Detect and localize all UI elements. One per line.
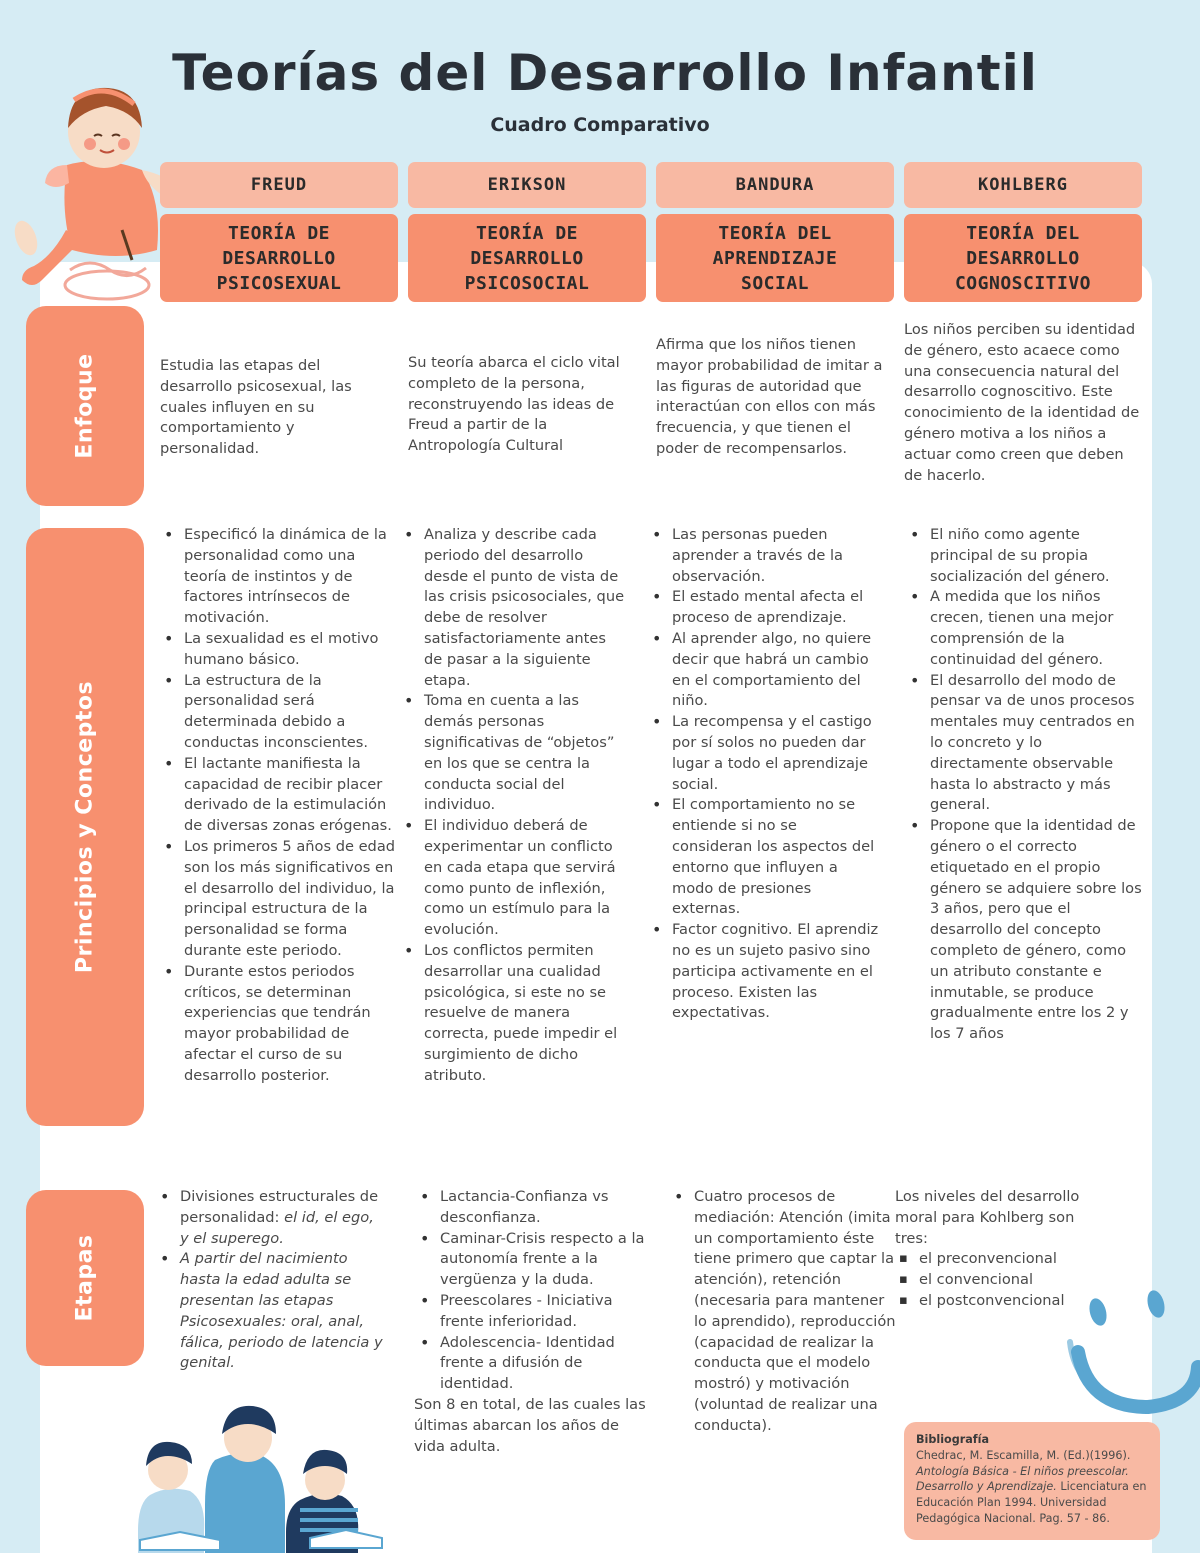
etapas-erikson	[416, 1187, 646, 1457]
theory-line: DESARROLLO	[470, 247, 584, 269]
bibliography-title: Antología Básica - El niños preescolar. Desarrollo y Aprendizaje.	[916, 1464, 1129, 1494]
bibliography-heading: Bibliografía	[916, 1433, 990, 1446]
list-item: ▪ el preconvencional	[895, 1249, 1105, 1270]
list-item: • El lactante manifiesta la capacidad de recibir placer derivado de la estimulación de diversas zonas erógenas.	[160, 754, 400, 837]
theory-line: PSICOSOCIAL	[464, 272, 590, 294]
principios-erikson	[400, 525, 628, 1087]
bibliography-details: Licenciatura en Educación Plan 1994. Universidad Pedagógica Nacional. Pag. 57 - 86.	[916, 1480, 1147, 1525]
enfoque-bandura: Afirma que los niños tienen mayor probabilidad de imitar a las figuras de autoridad que interactúan con ellos con más frecuencia, y que tienen el poder de recompensarlos.	[656, 336, 883, 457]
etapas-kohlberg-intro: Los niveles del desarrollo moral para Kohlberg son tres:	[895, 1188, 1080, 1247]
column-header-bandura: BANDURA	[656, 162, 894, 208]
theory-line: COGNOSCITIVO	[954, 272, 1092, 294]
row-label-text: Enfoque	[72, 353, 98, 459]
list-item: • A medida que los niños crecen, tienen una mejor comprensión de la continuidad del género.	[906, 587, 1142, 670]
theory-line: TEORÍA DEL	[966, 222, 1080, 244]
list-item: • Cuatro procesos de mediación: Atención (imita un comportamiento éste tiene primero que captar la atención), retención (necesaria para mantener lo aprendido), reproducción (capacidad de realizar la conducta que el modelo mostró) y motivación (voluntad de realizar una conducta).	[670, 1187, 900, 1437]
list-item: • Toma en cuenta a las demás personas significativas de “objetos” en los que se centra la conducta social del individuo.	[400, 691, 628, 816]
etapas-freud	[156, 1187, 386, 1374]
enfoque-kohlberg: Los niños perciben su identidad de género, esto acaece como una consecuencia natural del desarrollo cognoscitivo. Este conocimiento de la identidad de género motiva a los niños a actuar como creen que deben de hacerlo.	[904, 321, 1140, 484]
row-label-etapas	[26, 1190, 144, 1366]
enfoque-freud: Estudia las etapas del desarrollo psicosexual, las cuales influyen en su comportamiento y personalidad.	[160, 357, 352, 458]
bibliography-authors: Chedrac, M. Escamilla, M. (Ed.)(1996).	[916, 1448, 1131, 1462]
enfoque-erikson: Su teoría abarca el ciclo vital completo de la persona, reconstruyendo las ideas de Freud a partir de la Antropología Cultural	[408, 354, 620, 455]
column-header-kohlberg: KOHLBERG	[904, 162, 1142, 208]
list-item: • Propone que la identidad de género o el correcto etiquetado en el propio género se adquiere sobre los 3 años, pero que el desarrollo del concepto completo de género, como un atributo constante e inmutable, se produce gradualmente entre los 2 y los 7 años	[906, 816, 1142, 1045]
stage-text: Divisiones estructurales de personalidad:	[180, 1188, 379, 1226]
list-item: • Los primeros 5 años de edad son los más significativos en el desarrollo del individuo, la principal estructura de la personalidad se forma durante este periodo.	[160, 837, 400, 962]
list-item	[156, 1187, 386, 1249]
principios-bandura	[648, 525, 880, 1024]
list-item: • El estado mental afecta el proceso de aprendizaje.	[648, 587, 880, 629]
theory-line: APRENDIZAJE	[712, 247, 838, 269]
theory-line: PSICOSEXUAL	[216, 272, 342, 294]
smiley-icon	[1058, 1282, 1200, 1420]
list-item: • El desarrollo del modo de pensar va de unos procesos mentales muy centrados en lo concreto y lo directamente observable hasta lo abstracto y más general.	[906, 671, 1142, 817]
column-header-erikson: ERIKSON	[408, 162, 646, 208]
bibliography-box	[904, 1422, 1160, 1540]
list-item: • La sexualidad es el motivo humano básico.	[160, 629, 400, 671]
list-item: • Caminar-Crisis respecto a la autonomía frente a la vergüenza y la duda.	[416, 1229, 646, 1291]
principios-freud	[160, 525, 400, 1087]
theory-title-erikson	[408, 214, 646, 302]
theory-line: DESARROLLO	[222, 247, 336, 269]
page-subtitle: Cuadro Comparativo	[490, 114, 710, 136]
list-item: • Los conflictos permiten desarrollar una cualidad psicológica, si este no se resuelve de manera correcta, puede impedir el surgimiento de dicho atributo.	[400, 941, 628, 1087]
row-label-text: Principios y Conceptos	[72, 680, 98, 974]
list-item: • Lactancia-Confianza vs desconfianza.	[416, 1187, 646, 1229]
list-item: • Durante estos periodos críticos, se determinan experiencias que tendrán mayor probabilidad de afectar el curso de su desarrollo posterior.	[160, 962, 400, 1087]
list-item: ▪ el postconvencional	[895, 1291, 1105, 1312]
list-item: • A partir del nacimiento hasta la edad adulta se presentan las etapas Psicosexuales: oral, anal, fálica, periodo de latencia y genital.	[156, 1249, 386, 1374]
list-item: • Adolescencia- Identidad frente a difusión de identidad.	[416, 1333, 646, 1395]
principios-kohlberg	[906, 525, 1142, 1045]
page-title: Teorías del Desarrollo Infantil	[172, 44, 1038, 102]
list-item: • Especificó la dinámica de la personalidad como una teoría de instintos y de factores intrínsecos de motivación.	[160, 525, 400, 629]
etapas-erikson-note: Son 8 en total, de las cuales las últimas abarcan los años de vida adulta.	[414, 1395, 646, 1455]
row-label-principios	[26, 528, 144, 1126]
theory-line: TEORÍA DE	[227, 222, 331, 244]
column-header-freud: FREUD	[160, 162, 398, 208]
list-item: • El individuo deberá de experimentar un conflicto en cada etapa que servirá como punto de inflexión, como un estímulo para la evolución.	[400, 816, 628, 941]
row-label-enfoque	[26, 306, 144, 506]
list-item: • Las personas pueden aprender a través de la observación.	[648, 525, 880, 587]
row-label-text: Etapas	[72, 1234, 98, 1322]
theory-line: TEORÍA DE	[475, 222, 579, 244]
list-item: • Analiza y describe cada periodo del desarrollo desde el punto de vista de las crisis psicosociales, que debe de resolver satisfactoriamente antes de pasar a la siguiente etapa.	[400, 525, 628, 691]
theory-title-kohlberg	[904, 214, 1142, 302]
stage-text-italic: el id, el ego, y el superego.	[180, 1208, 374, 1247]
list-item: • El niño como agente principal de su propia socialización del género.	[906, 525, 1142, 587]
list-item: • Factor cognitivo. El aprendiz no es un sujeto pasivo sino participa activamente en el proceso. Existen las expectativas.	[648, 920, 880, 1024]
theory-line: SOCIAL	[740, 272, 810, 294]
children-illustration	[110, 1400, 410, 1553]
theory-line: DESARROLLO	[966, 247, 1080, 269]
etapas-bandura	[670, 1187, 900, 1437]
theory-title-bandura	[656, 214, 894, 302]
list-item: • La estructura de la personalidad será determinada debido a conductas inconscientes.	[160, 671, 400, 754]
list-item: • Preescolares - Iniciativa frente inferioridad.	[416, 1291, 646, 1333]
theory-title-freud	[160, 214, 398, 302]
theory-line: TEORÍA DEL	[718, 222, 832, 244]
list-item: ▪ el convencional	[895, 1270, 1105, 1291]
list-item: • La recompensa y el castigo por sí solos no pueden dar lugar a todo el aprendizaje social.	[648, 712, 880, 795]
list-item: • Al aprender algo, no quiere decir que habrá un cambio en el comportamiento del niño.	[648, 629, 880, 712]
list-item: • El comportamiento no se entiende si no se consideran los aspectos del entorno que influyen a modo de presiones externas.	[648, 795, 880, 920]
